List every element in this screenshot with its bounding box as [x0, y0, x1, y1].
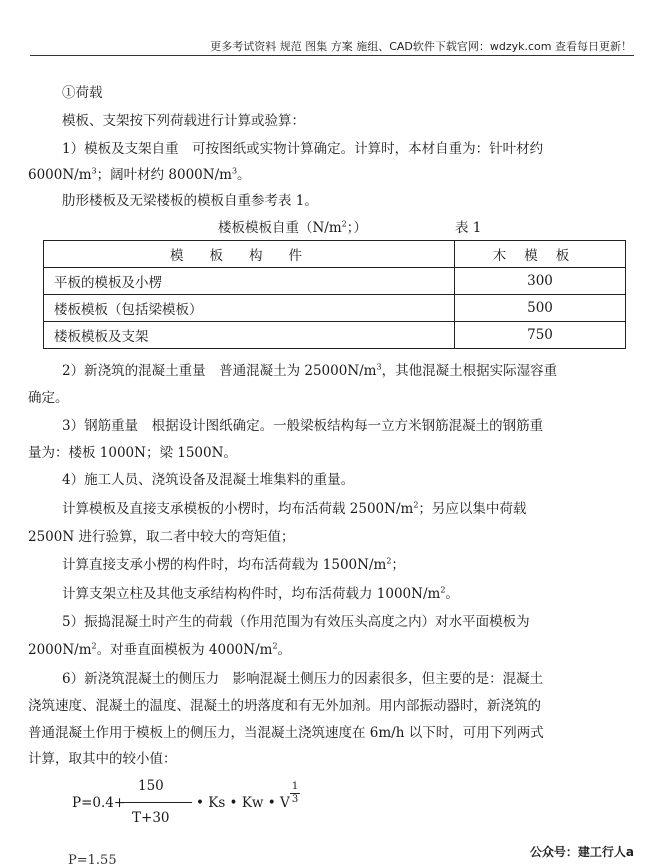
table-number: 表 1	[455, 220, 482, 236]
para-4-line-1: 计算模板及直接支承模板的小楞时，均布活荷载 $2500N/m^2$；另应以集中荷载	[62, 500, 527, 517]
cutoff-formula-line: P=1.55	[68, 853, 117, 868]
para-5-line-2: $2000N/m^2$。对垂直面模板为 $4000N/m^2$。	[28, 641, 292, 658]
table-row	[44, 322, 626, 349]
watermark: 公众号：建工行人a	[529, 845, 634, 859]
para-6-line-3: 普通混凝土作用于模板上的侧压力，当混凝土浇筑速度在 6m/h 以下时，可用下列两式	[28, 725, 544, 741]
formula-lhs: P=0.4+	[72, 795, 126, 811]
header-rule	[30, 55, 634, 56]
intro-text: 模板、支架按下列荷载进行计算或验算：	[62, 113, 305, 129]
table-header-row	[44, 241, 626, 268]
formula-exponent: 1 3	[291, 781, 299, 805]
para-3-line-1: 3）钢筋重量 根据设计图纸确定。一般梁板结构每一立方米钢筋混凝土的钢筋重	[62, 418, 544, 434]
table-header-component: 模板构件	[44, 241, 455, 268]
fraction-bar	[116, 802, 192, 803]
para-6-line-1: 6）新浇筑混凝土的侧压力 影响混凝土侧压力的因素很多，但主要的是：混凝土	[62, 671, 544, 687]
para-1-line-1: 1）模板及支架自重 可按图纸或实物计算确定。计算时，本材自重为：针叶材约	[62, 141, 544, 157]
page-header: 更多考试资料 规范 图集 方案 施组、CAD软件下载官网：wdzyk.com 查看每日更新！	[210, 40, 632, 53]
para-4-title: 4）施工人员、浇筑设备及混凝土堆集料的重量。	[62, 472, 355, 488]
para-1-line-3: 肋形楼板及无梁楼板的模板自重参考表 1。	[62, 193, 318, 209]
para-4-line-3: 计算直接支承小楞的构件时，均布活荷载为 $1500N/m^2$；	[62, 556, 405, 573]
formula-numerator: 150	[138, 778, 164, 794]
table-cell-value: 750	[455, 322, 626, 349]
table-cell-name: 平板的模板及小楞	[44, 268, 455, 295]
para-4-line-4: 计算支架立柱及其他支承结构构件时，均布活荷载力 $1000N/m^2$。	[62, 585, 459, 602]
table-cell-value: 300	[455, 268, 626, 295]
table-header-wood: 木模板	[455, 241, 626, 268]
para-3-line-2: 量为：楼板 1000N；梁 1500N。	[28, 445, 237, 461]
para-6-line-4: 计算，取其中的较小值：	[28, 751, 177, 767]
formula-denominator: T+30	[132, 810, 170, 826]
table-row	[44, 295, 626, 322]
para-5-line-1: 5）振捣混凝土时产生的荷载（作用范围为有效压头高度之内）对水平面模板为	[62, 614, 530, 630]
para-2-line-2: 确定。	[28, 390, 69, 406]
formwork-weight-table	[43, 240, 626, 349]
table-cell-value: 500	[455, 295, 626, 322]
table-cell-name: 楼板模板及支架	[44, 322, 455, 349]
table-row	[44, 268, 626, 295]
para-4-line-2: 2500N 进行验算，取二者中较大的弯矩值；	[28, 529, 295, 545]
table-cell-name: 楼板模板（包括梁模板）	[44, 295, 455, 322]
section-title: ①荷载	[62, 85, 103, 101]
lateral-pressure-formula	[72, 772, 372, 832]
formula-factors: • Ks • Kw • V	[196, 795, 290, 811]
para-2-line-1: 2）新浇筑的混凝土重量 普通混凝土为 $25000N/m^3$，其他混凝土根据实际湿容重	[62, 362, 558, 379]
para-6-line-2: 浇筑速度、混凝土的温度、混凝土的坍落度和有无外加剂。用内部振动器时，新浇筑的	[28, 698, 541, 714]
para-1-line-2: $6000N/m^3$；阔叶材约 $8000N/m^3$。	[28, 166, 251, 183]
